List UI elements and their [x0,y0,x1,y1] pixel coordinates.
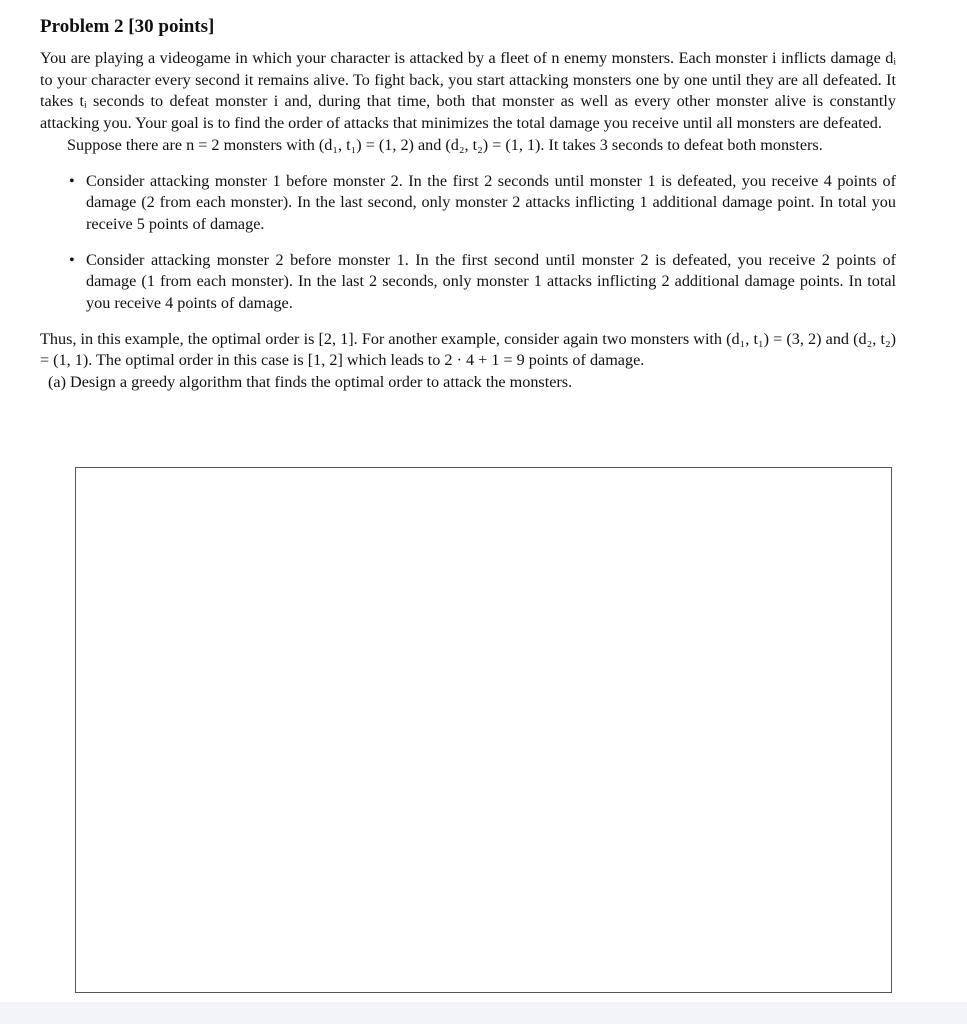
answer-box[interactable] [75,467,892,993]
example-conclusion: Thus, in this example, the optimal order is [2, 1]. For another example, consider again two monsters with (d₁, t₁) = (3, 2) and (d₂, t₂) = (1, 1). The optimal order in this case is [1, 2] which leads to 2 · 4 + 1 = 9 points of damage. [40,329,896,370]
bullet-icon: • [69,171,75,190]
list-item-text: Consider attacking monster 1 before monster 2. In the first 2 seconds until monster 1 is defeated, you receive 4 points of damage (2 from each monster). In the last second, only monster 2 attacks inflicting 1 additional damage point. In total you receive 5 points of damage. [86,171,896,233]
bullet-icon: • [69,250,75,269]
example-setup: Suppose there are n = 2 monsters with (d₁, t₁) = (1, 2) and (d₂, t₂) = (1, 1). It takes 3 seconds to defeat both monsters. [67,135,823,154]
problem-intro: You are playing a videogame in which your character is attacked by a fleet of n enemy monsters. Each monster i inflicts damage dᵢ to your character every second it remains alive. To fight back, you start attacking monsters one by one until they are all defeated. It takes tᵢ seconds to defeat monster i and, during that time, both that monster as well as every other monster alive is constantly attacking you. Your goal is to find the order of attacks that minimizes the total damage you receive until all monsters are defeated. [40,49,896,133]
list-item [69,250,896,315]
problem-title: Problem 2 [30 points] [40,16,215,37]
list-item-text: Consider attacking monster 2 before monster 1. In the first second until monster 2 is defeated, you receive 2 points of damage (1 from each monster). In the last 2 seconds, only monster 1 attacks inflicting 2 additional damage points. In total you receive 4 points of damage. [86,250,896,313]
part-a-prompt: (a) Design a greedy algorithm that finds the optimal order to attack the monsters. [48,373,573,392]
list-item [69,171,896,236]
footer-strip [0,1002,967,1024]
example-list [40,171,896,315]
problem-statement [40,14,896,394]
